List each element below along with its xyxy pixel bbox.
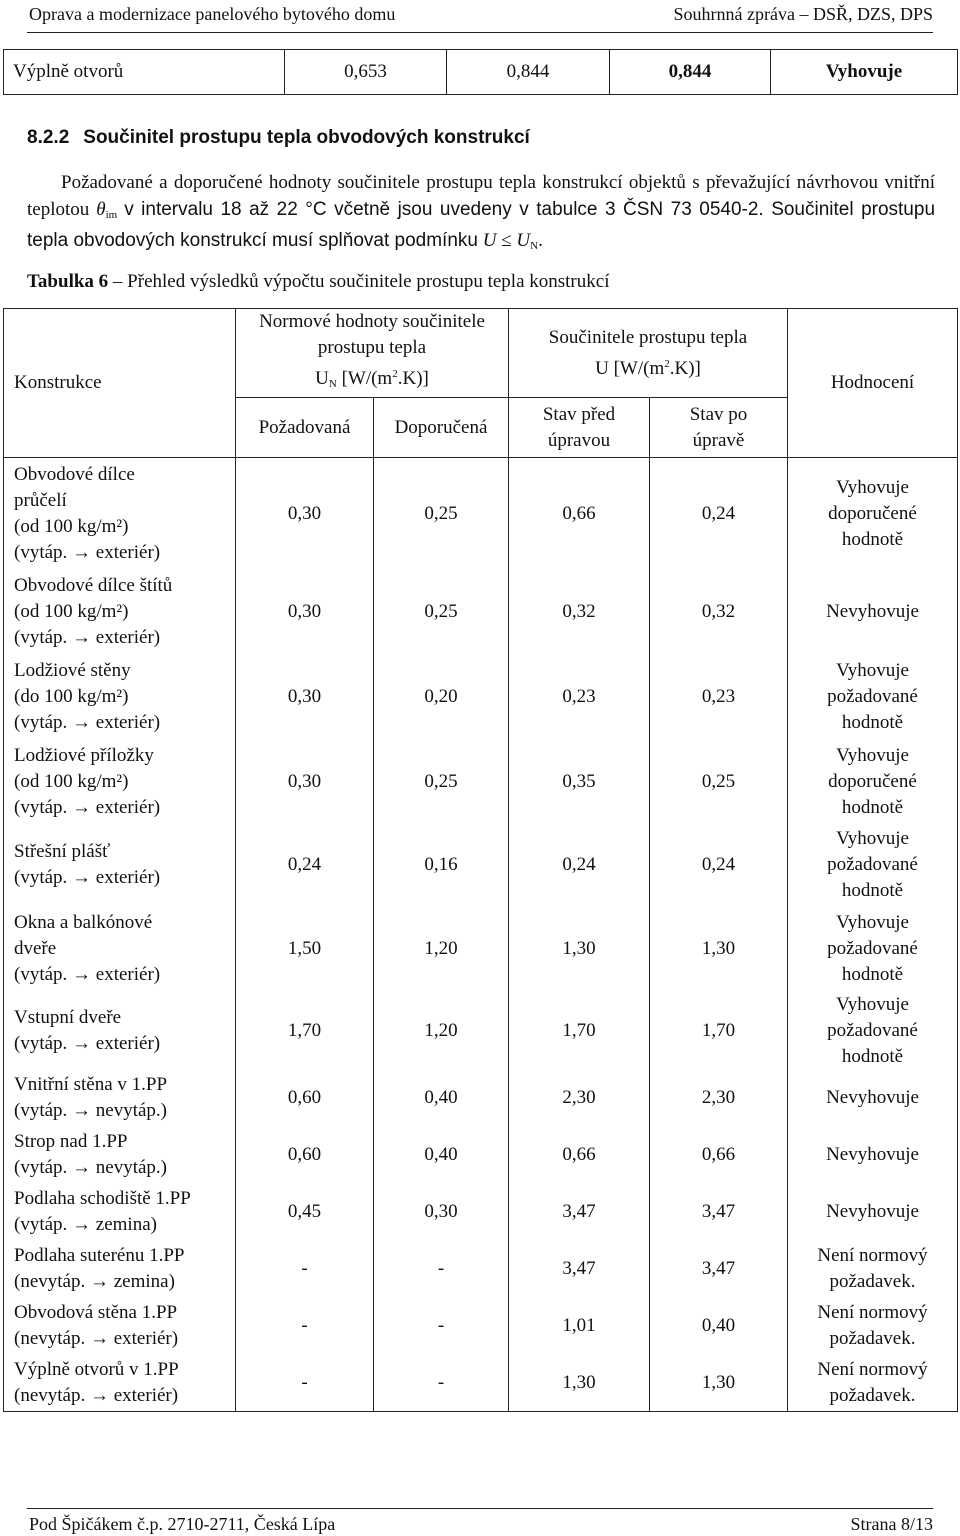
after-value: 1,30 [650, 906, 788, 992]
evaluation-line: Vyhovuje [836, 828, 909, 849]
construction-name-line: (vytáp. → exteriér) [14, 541, 161, 563]
construction-name [4, 1184, 236, 1241]
evaluation [788, 570, 958, 655]
before-value: 0,32 [509, 570, 650, 655]
coef-unit-end: .K)] [669, 357, 701, 379]
required-value: - [236, 1241, 374, 1298]
evaluation [788, 992, 958, 1070]
table-row [4, 1184, 958, 1241]
construction-name [4, 740, 236, 825]
evaluation-line: Nevyhovuje [826, 1087, 919, 1108]
summary-label: Výplně otvorů [4, 50, 285, 95]
construction-name-line: Obvodové dílce [14, 463, 135, 485]
coef-unit: U [W/(m [595, 357, 665, 379]
before-value: 3,47 [509, 1241, 650, 1298]
evaluation-line: požadované [827, 854, 918, 875]
construction-name [4, 1355, 236, 1412]
evaluation [788, 740, 958, 825]
construction-name-line: (vytáp. → exteriér) [14, 797, 161, 818]
required-value: 0,30 [236, 740, 374, 825]
evaluation-line: hodnotě [841, 1045, 904, 1067]
col-pozadovana: Požadovaná [236, 398, 374, 458]
evaluation-line: hodnotě [841, 797, 904, 818]
evaluation [788, 1241, 958, 1298]
evaluation-line: Není normový [817, 1358, 928, 1380]
recommended-value: - [374, 1241, 509, 1298]
required-value: 0,24 [236, 825, 374, 906]
recommended-value: 0,20 [374, 655, 509, 740]
table-row [4, 992, 958, 1070]
construction-name [4, 825, 236, 906]
construction-name-line: (vytáp. → exteriér) [14, 627, 161, 648]
before-value: 0,66 [509, 458, 650, 570]
table-row [4, 1241, 958, 1298]
footer-address: Pod Špičákem č.p. 2710-2711, Česká Lípa [29, 1514, 336, 1534]
evaluation [788, 1184, 958, 1241]
evaluation [788, 458, 958, 570]
after-value: 3,47 [650, 1184, 788, 1241]
norm-u: U [315, 368, 329, 389]
construction-name-line: (vytáp. → exteriér) [14, 867, 161, 888]
construction-name-line: (do 100 kg/m²) [14, 686, 129, 707]
col-stav-po-1: Stav po [689, 403, 748, 425]
paragraph-part-2: v intervalu 18 až 22 °C včetně jsou uvedeny v tabulce 3 ČSN 73 0540-2. Součinitel prostupu tepla obvodových konstrukcí musí splňovat podmínku [27, 198, 936, 251]
col-doporucena: Doporučená [374, 398, 509, 458]
header-doc-type: Souhrnná zpráva – DSŘ, DZS, DPS [673, 4, 933, 24]
evaluation [788, 1070, 958, 1127]
construction-name-line: (od 100 kg/m²) [14, 771, 129, 792]
evaluation [788, 906, 958, 992]
section-number: 8.2.2 [27, 127, 70, 148]
summary-row [4, 50, 958, 95]
evaluation [788, 1298, 958, 1355]
header-row-1 [4, 309, 958, 398]
evaluation-line: požadavek. [829, 1384, 916, 1406]
coef-unit-sup: 2 [664, 357, 670, 370]
after-value: 1,70 [650, 992, 788, 1070]
before-value: 1,30 [509, 1355, 650, 1412]
theta-symbol: θ [96, 198, 106, 220]
required-value: 0,30 [236, 570, 374, 655]
evaluation-line: Není normový [817, 1302, 928, 1323]
required-value: - [236, 1298, 374, 1355]
recommended-value: 0,25 [374, 458, 509, 570]
norm-u-sub: N [328, 378, 337, 390]
table-body [4, 458, 958, 1412]
body-paragraph [27, 170, 935, 260]
coef-line-2 [509, 351, 787, 382]
evaluation-line: Vyhovuje [836, 745, 909, 766]
recommended-value: - [374, 1298, 509, 1355]
recommended-value: 0,25 [374, 570, 509, 655]
construction-name-line: Výplně otvorů v 1.PP [14, 1358, 179, 1380]
after-value: 0,40 [650, 1298, 788, 1355]
recommended-value: 0,40 [374, 1127, 509, 1184]
norm-line-1: Normové hodnoty součinitele prostupu tepla [259, 311, 485, 358]
caption-label: Tabulka 6 [27, 271, 109, 292]
col-stav-po [650, 398, 788, 458]
construction-name [4, 1070, 236, 1127]
recommended-value: 1,20 [374, 992, 509, 1070]
required-value: 0,60 [236, 1070, 374, 1127]
recommended-value: 1,20 [374, 906, 509, 992]
coef-line-1: Součinitele prostupu tepla [548, 326, 748, 348]
construction-name-line: Podlaha schodiště 1.PP [14, 1188, 191, 1209]
norm-unit-end: .K)] [397, 368, 429, 389]
evaluation-line: požadované [827, 937, 918, 959]
evaluation-line: doporučené [828, 502, 917, 524]
col-stav-pred [509, 398, 650, 458]
construction-name-line: dveře [14, 937, 57, 959]
table-row [4, 1127, 958, 1184]
recommended-value: 0,16 [374, 825, 509, 906]
table-row [4, 1355, 958, 1412]
construction-name-line: Lodžiové stěny [14, 660, 131, 681]
construction-name-line: Střešní plášť [14, 841, 111, 862]
required-value: 0,30 [236, 458, 374, 570]
before-value: 0,66 [509, 1127, 650, 1184]
recommended-value: 0,30 [374, 1184, 509, 1241]
required-value: 0,30 [236, 655, 374, 740]
table-row [4, 655, 958, 740]
construction-name-line: Vnitřní stěna v 1.PP [14, 1074, 168, 1095]
after-value: 0,32 [650, 570, 788, 655]
col-stav-pred-2: úpravou [547, 429, 611, 451]
col-hodnoceni: Hodnocení [788, 309, 958, 458]
construction-name-line: Podlaha suterénu 1.PP [14, 1245, 185, 1266]
norm-unit-sup: 2 [392, 368, 398, 380]
construction-name-line: Vstupní dveře [14, 1006, 122, 1028]
after-value: 2,30 [650, 1070, 788, 1127]
evaluation-line: požadavek. [829, 1328, 916, 1349]
evaluation [788, 825, 958, 906]
footer-page-number: Strana 8/13 [850, 1514, 933, 1534]
before-value: 1,70 [509, 992, 650, 1070]
before-value: 0,23 [509, 655, 650, 740]
construction-name [4, 655, 236, 740]
col-stav-po-2: úpravě [692, 429, 745, 451]
before-value: 0,24 [509, 825, 650, 906]
before-value: 2,30 [509, 1070, 650, 1127]
condition-un: U [516, 230, 531, 251]
summary-value-3: 0,844 [610, 50, 771, 95]
table-row [4, 458, 958, 570]
evaluation [788, 1127, 958, 1184]
evaluation-line: Nevyhovuje [826, 1144, 919, 1165]
construction-name [4, 570, 236, 655]
evaluation [788, 655, 958, 740]
table-row [4, 570, 958, 655]
construction-name-line: (vytáp. → zemina) [14, 1214, 157, 1235]
norm-line-2 [236, 361, 508, 397]
recommended-value: 0,25 [374, 740, 509, 825]
col-group-coef [509, 309, 788, 398]
before-value: 1,30 [509, 906, 650, 992]
after-value: 0,66 [650, 1127, 788, 1184]
page-footer [27, 1508, 933, 1534]
construction-name-line: (vytáp. → exteriér) [14, 963, 161, 985]
after-value: 0,23 [650, 655, 788, 740]
construction-name-line: průčelí [14, 489, 67, 511]
required-value: 0,45 [236, 1184, 374, 1241]
evaluation-line: doporučené [828, 771, 917, 792]
after-value: 1,30 [650, 1355, 788, 1412]
required-value: 1,50 [236, 906, 374, 992]
evaluation-line: hodnotě [841, 880, 904, 901]
evaluation-line: Vyhovuje [836, 476, 909, 498]
evaluation-line: hodnotě [841, 528, 904, 550]
table-row [4, 825, 958, 906]
condition-un-subscript: N [530, 240, 539, 252]
evaluation-line: požadované [827, 1019, 918, 1041]
header-title: Oprava a modernizace panelového bytového domu [29, 4, 396, 24]
summary-result: Vyhovuje [771, 50, 958, 95]
required-value: - [236, 1355, 374, 1412]
evaluation-line: hodnotě [841, 712, 904, 733]
table-row [4, 1298, 958, 1355]
summary-value-2: 0,844 [447, 50, 610, 95]
evaluation-line: Nevyhovuje [826, 1201, 919, 1222]
table-row [4, 906, 958, 992]
construction-name-line: (vytáp. → nevytáp.) [14, 1100, 168, 1121]
construction-name-line: Strop nad 1.PP [14, 1131, 128, 1152]
table-row [4, 1070, 958, 1127]
construction-name-line: (vytáp. → exteriér) [14, 1032, 161, 1054]
construction-name-line: (nevytáp. → zemina) [14, 1271, 175, 1292]
construction-name [4, 458, 236, 570]
condition-period: . [538, 230, 543, 251]
construction-name-line: Obvodová stěna 1.PP [14, 1302, 178, 1323]
evaluation-line: požadavek. [829, 1271, 916, 1292]
page-header [27, 0, 933, 33]
required-value: 0,60 [236, 1127, 374, 1184]
evaluation-line: Vyhovuje [836, 911, 909, 933]
evaluation-line: Vyhovuje [836, 993, 909, 1015]
construction-name-line: (od 100 kg/m²) [14, 515, 129, 537]
table-row [4, 740, 958, 825]
theta-subscript: im [105, 208, 118, 221]
construction-name-line: Obvodové dílce štítů [14, 575, 173, 596]
section-title: Součinitel prostupu tepla obvodových konstrukcí [83, 127, 530, 148]
col-stav-pred-1: Stav před [542, 403, 616, 425]
construction-name-line: (od 100 kg/m²) [14, 601, 129, 622]
after-value: 0,24 [650, 458, 788, 570]
u-value-results-table [3, 308, 958, 1412]
construction-name-line: (nevytáp. → exteriér) [14, 1384, 179, 1406]
after-value: 0,25 [650, 740, 788, 825]
norm-unit: [W/(m [341, 368, 393, 389]
condition-u: U [482, 230, 497, 251]
evaluation-line: Nevyhovuje [826, 601, 919, 622]
condition-le: ≤ [501, 230, 512, 251]
before-value: 3,47 [509, 1184, 650, 1241]
caption-text: – Přehled výsledků výpočtu součinitele prostupu tepla konstrukcí [112, 271, 610, 292]
col-group-norm [236, 309, 509, 398]
evaluation [788, 1355, 958, 1412]
paragraph-part-1: Požadované a doporučené hodnoty součinitele prostupu tepla konstrukcí objektů s převažující návrhovou vnitřní teplotou [27, 172, 935, 220]
construction-name [4, 1127, 236, 1184]
construction-name [4, 1298, 236, 1355]
table-caption [27, 271, 609, 293]
recommended-value: 0,40 [374, 1070, 509, 1127]
recommended-value: - [374, 1355, 509, 1412]
after-value: 0,24 [650, 825, 788, 906]
construction-name-line: (nevytáp. → exteriér) [14, 1328, 179, 1349]
construction-name [4, 906, 236, 992]
evaluation-line: Není normový [817, 1245, 928, 1266]
evaluation-line: hodnotě [841, 963, 904, 985]
evaluation-line: požadované [827, 686, 918, 707]
before-value: 1,01 [509, 1298, 650, 1355]
col-konstrukce: Konstrukce [4, 309, 236, 458]
construction-name-line: (vytáp. → nevytáp.) [14, 1157, 168, 1178]
summary-row-table [3, 49, 958, 95]
evaluation-line: Vyhovuje [836, 660, 909, 681]
before-value: 0,35 [509, 740, 650, 825]
construction-name [4, 992, 236, 1070]
construction-name-line: Lodžiové příložky [14, 745, 154, 766]
construction-name-line: (vytáp. → exteriér) [14, 712, 161, 733]
construction-name [4, 1241, 236, 1298]
after-value: 3,47 [650, 1241, 788, 1298]
required-value: 1,70 [236, 992, 374, 1070]
section-heading [27, 127, 530, 149]
construction-name-line: Okna a balkónové [14, 911, 153, 933]
summary-value-1: 0,653 [285, 50, 447, 95]
